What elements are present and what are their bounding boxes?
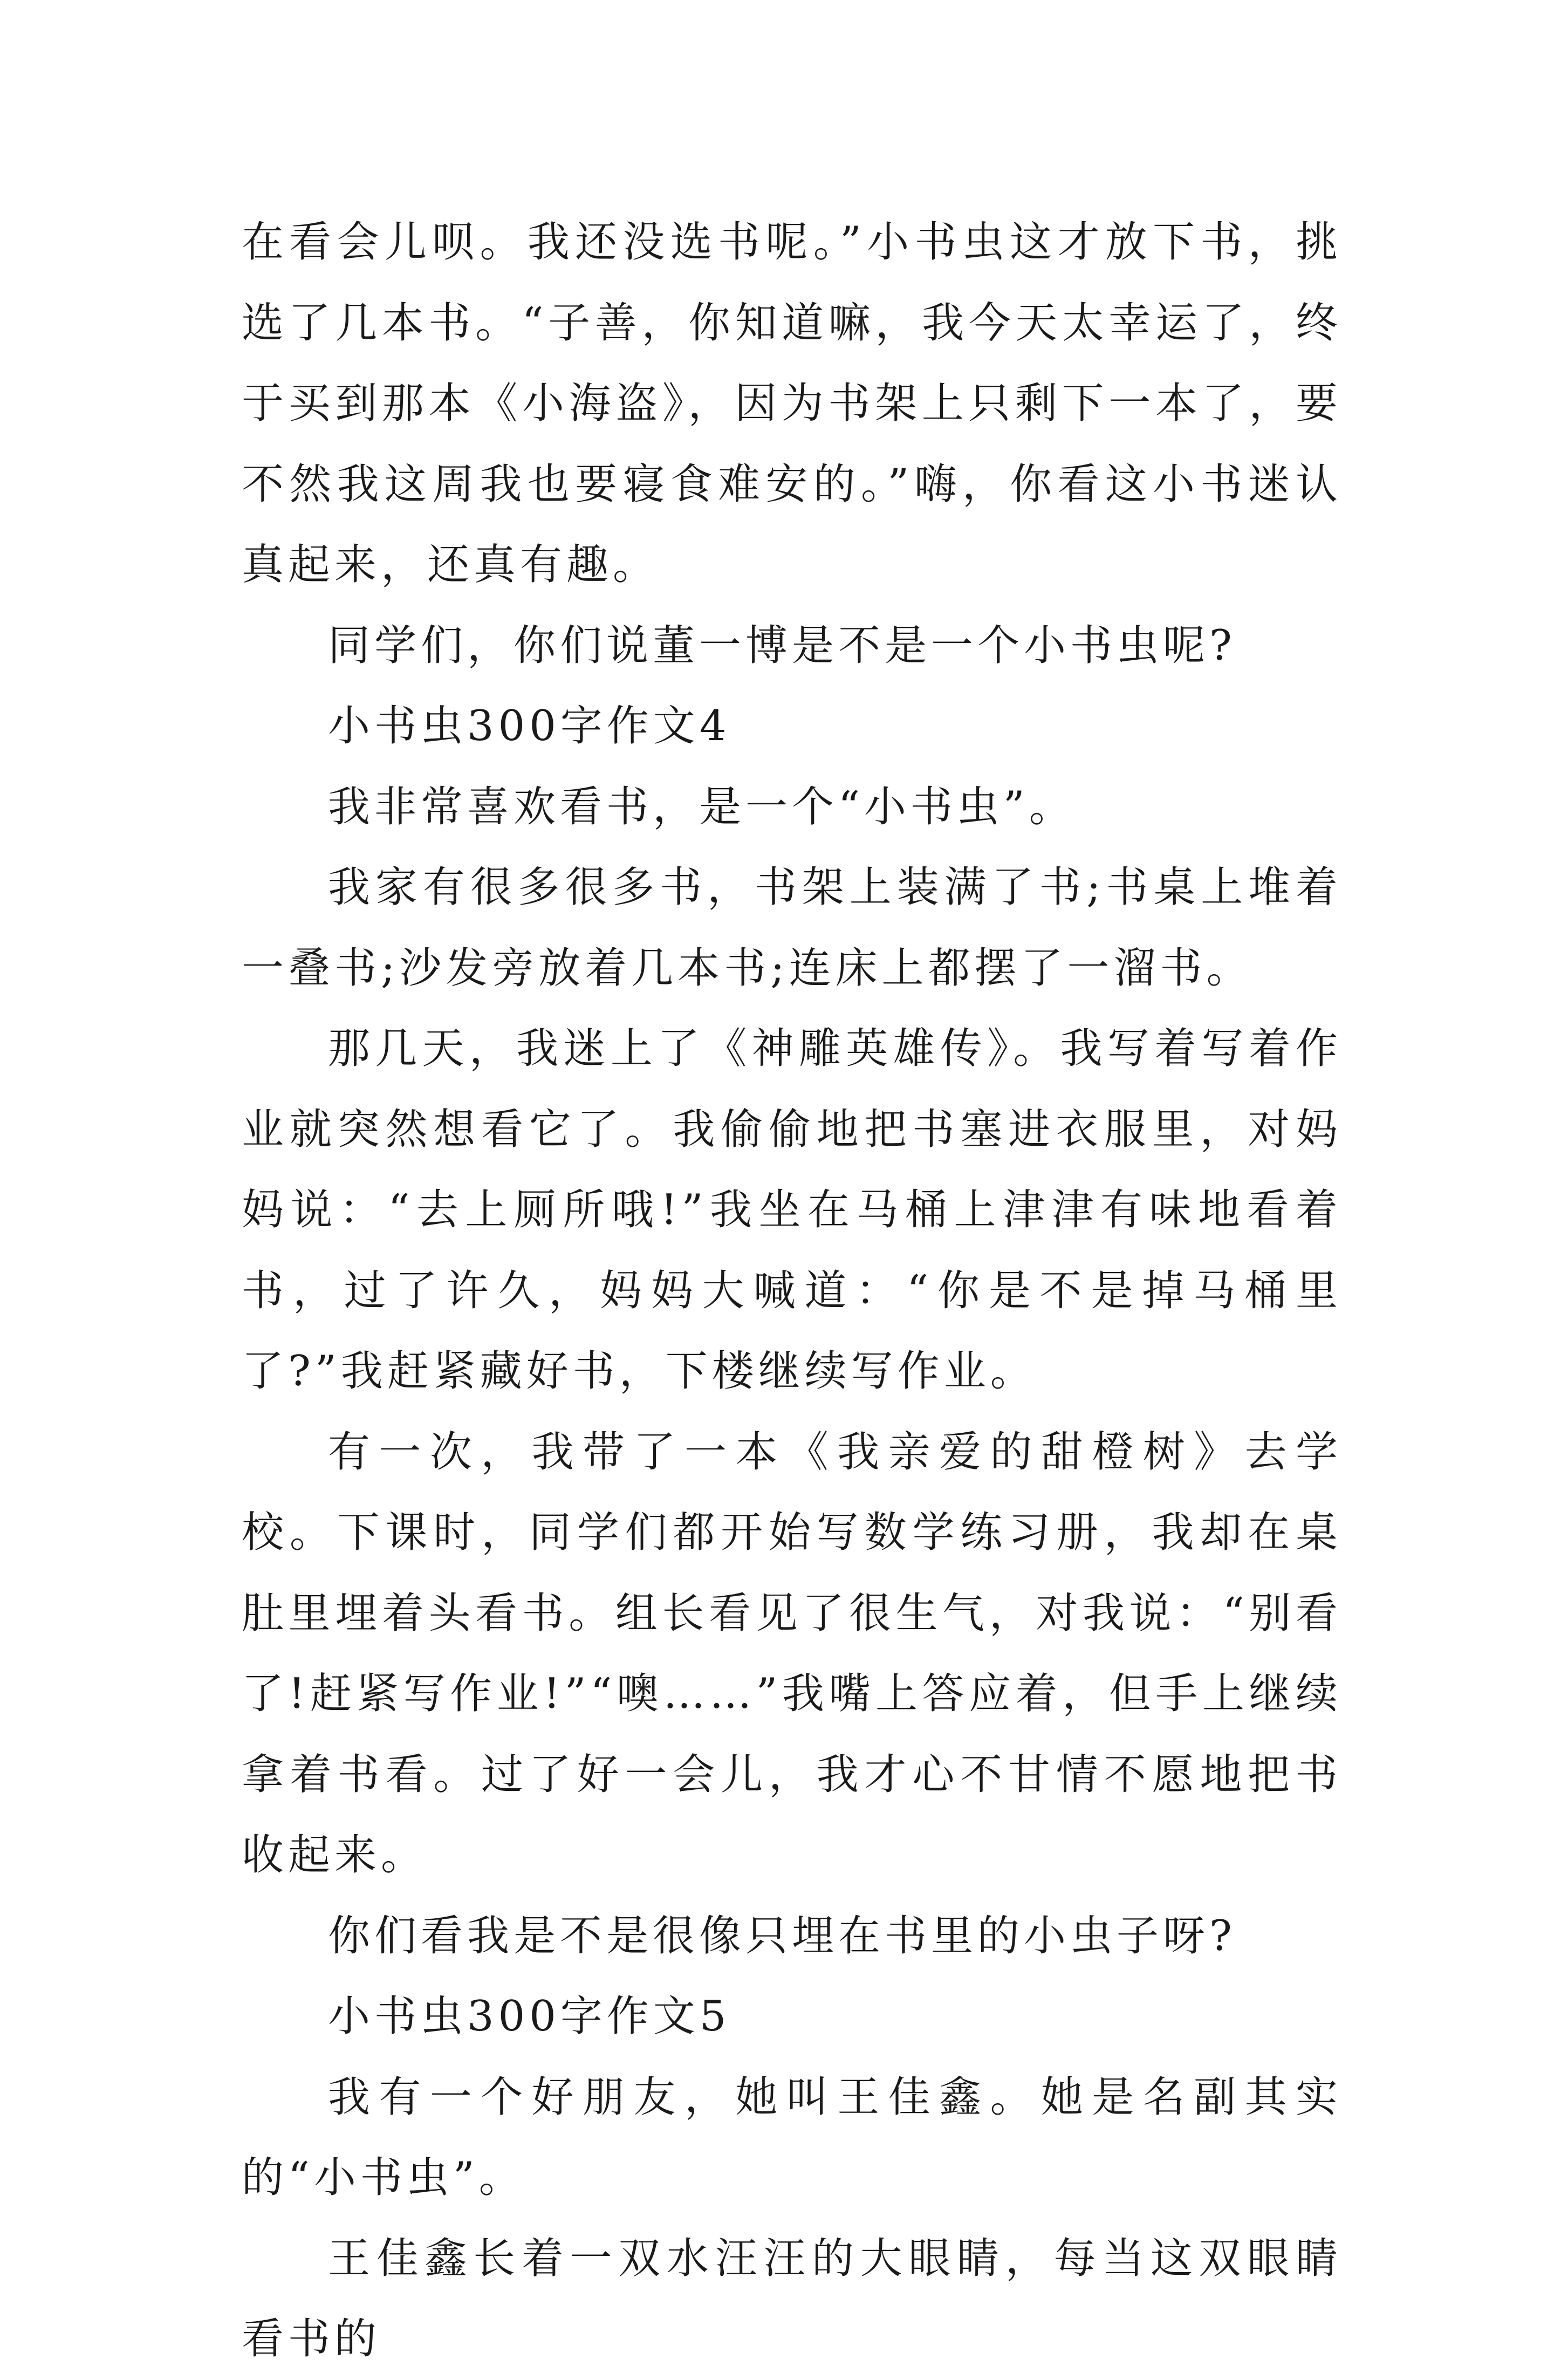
paragraph: 那几天，我迷上了《神雕英雄传》。我写着写着作业就突然想看它了。我偷偷地把书塞进衣服里，对妈妈说：“去上厕所哦!”我坐在马桶上津津有味地看着书，过了许久，妈妈大喊道：“你是不是掉马桶里了?”我赶紧藏好书，下楼继续写作业。 bbox=[242, 1024, 1342, 1396]
essay-heading: 小书虫300字作文5 bbox=[328, 1992, 731, 2041]
paragraph: 你们看我是不是很像只埋在书里的小虫子呀? bbox=[328, 1911, 1236, 1960]
paragraph: 有一次，我带了一本《我亲爱的甜橙树》去学校。下课时，同学们都开始写数学练习册，我却在桌肚里埋着头看书。组长看见了很生气，对我说：“别看了!赶紧写作业!”“噢……”我嘴上答应着，但手上继续拿着书看。过了好一会儿，我才心不甘情不愿地把书收起来。 bbox=[242, 1427, 1342, 1879]
paragraph: 我有一个好朋友，她叫王佳鑫。她是名副其实的“小书虫”。 bbox=[242, 2073, 1342, 2202]
paragraph-continuation: 在看会儿呗。我还没选书呢。”小书虫这才放下书，挑选了几本书。“子善，你知道嘛，我今天太幸运了，终于买到那本《小海盗》，因为书架上只剩下一本了，要不然我这周我也要寝食难安的。”嗨，你看这小书迷认真起来，还真有趣。 bbox=[242, 218, 1342, 589]
paragraph: 王佳鑫长着一双水汪汪的大眼睛，每当这双眼睛看书的 bbox=[242, 2234, 1342, 2363]
paragraph: 同学们，你们说董一博是不是一个小书虫呢? bbox=[328, 621, 1236, 670]
paragraph: 我非常喜欢看书，是一个“小书虫”。 bbox=[328, 782, 1076, 831]
document-body bbox=[242, 202, 1342, 2380]
essay-heading: 小书虫300字作文4 bbox=[328, 702, 731, 750]
paragraph: 我家有很多很多书，书架上装满了书;书桌上堆着一叠书;沙发旁放着几本书;连床上都摆了一溜书。 bbox=[242, 863, 1342, 993]
